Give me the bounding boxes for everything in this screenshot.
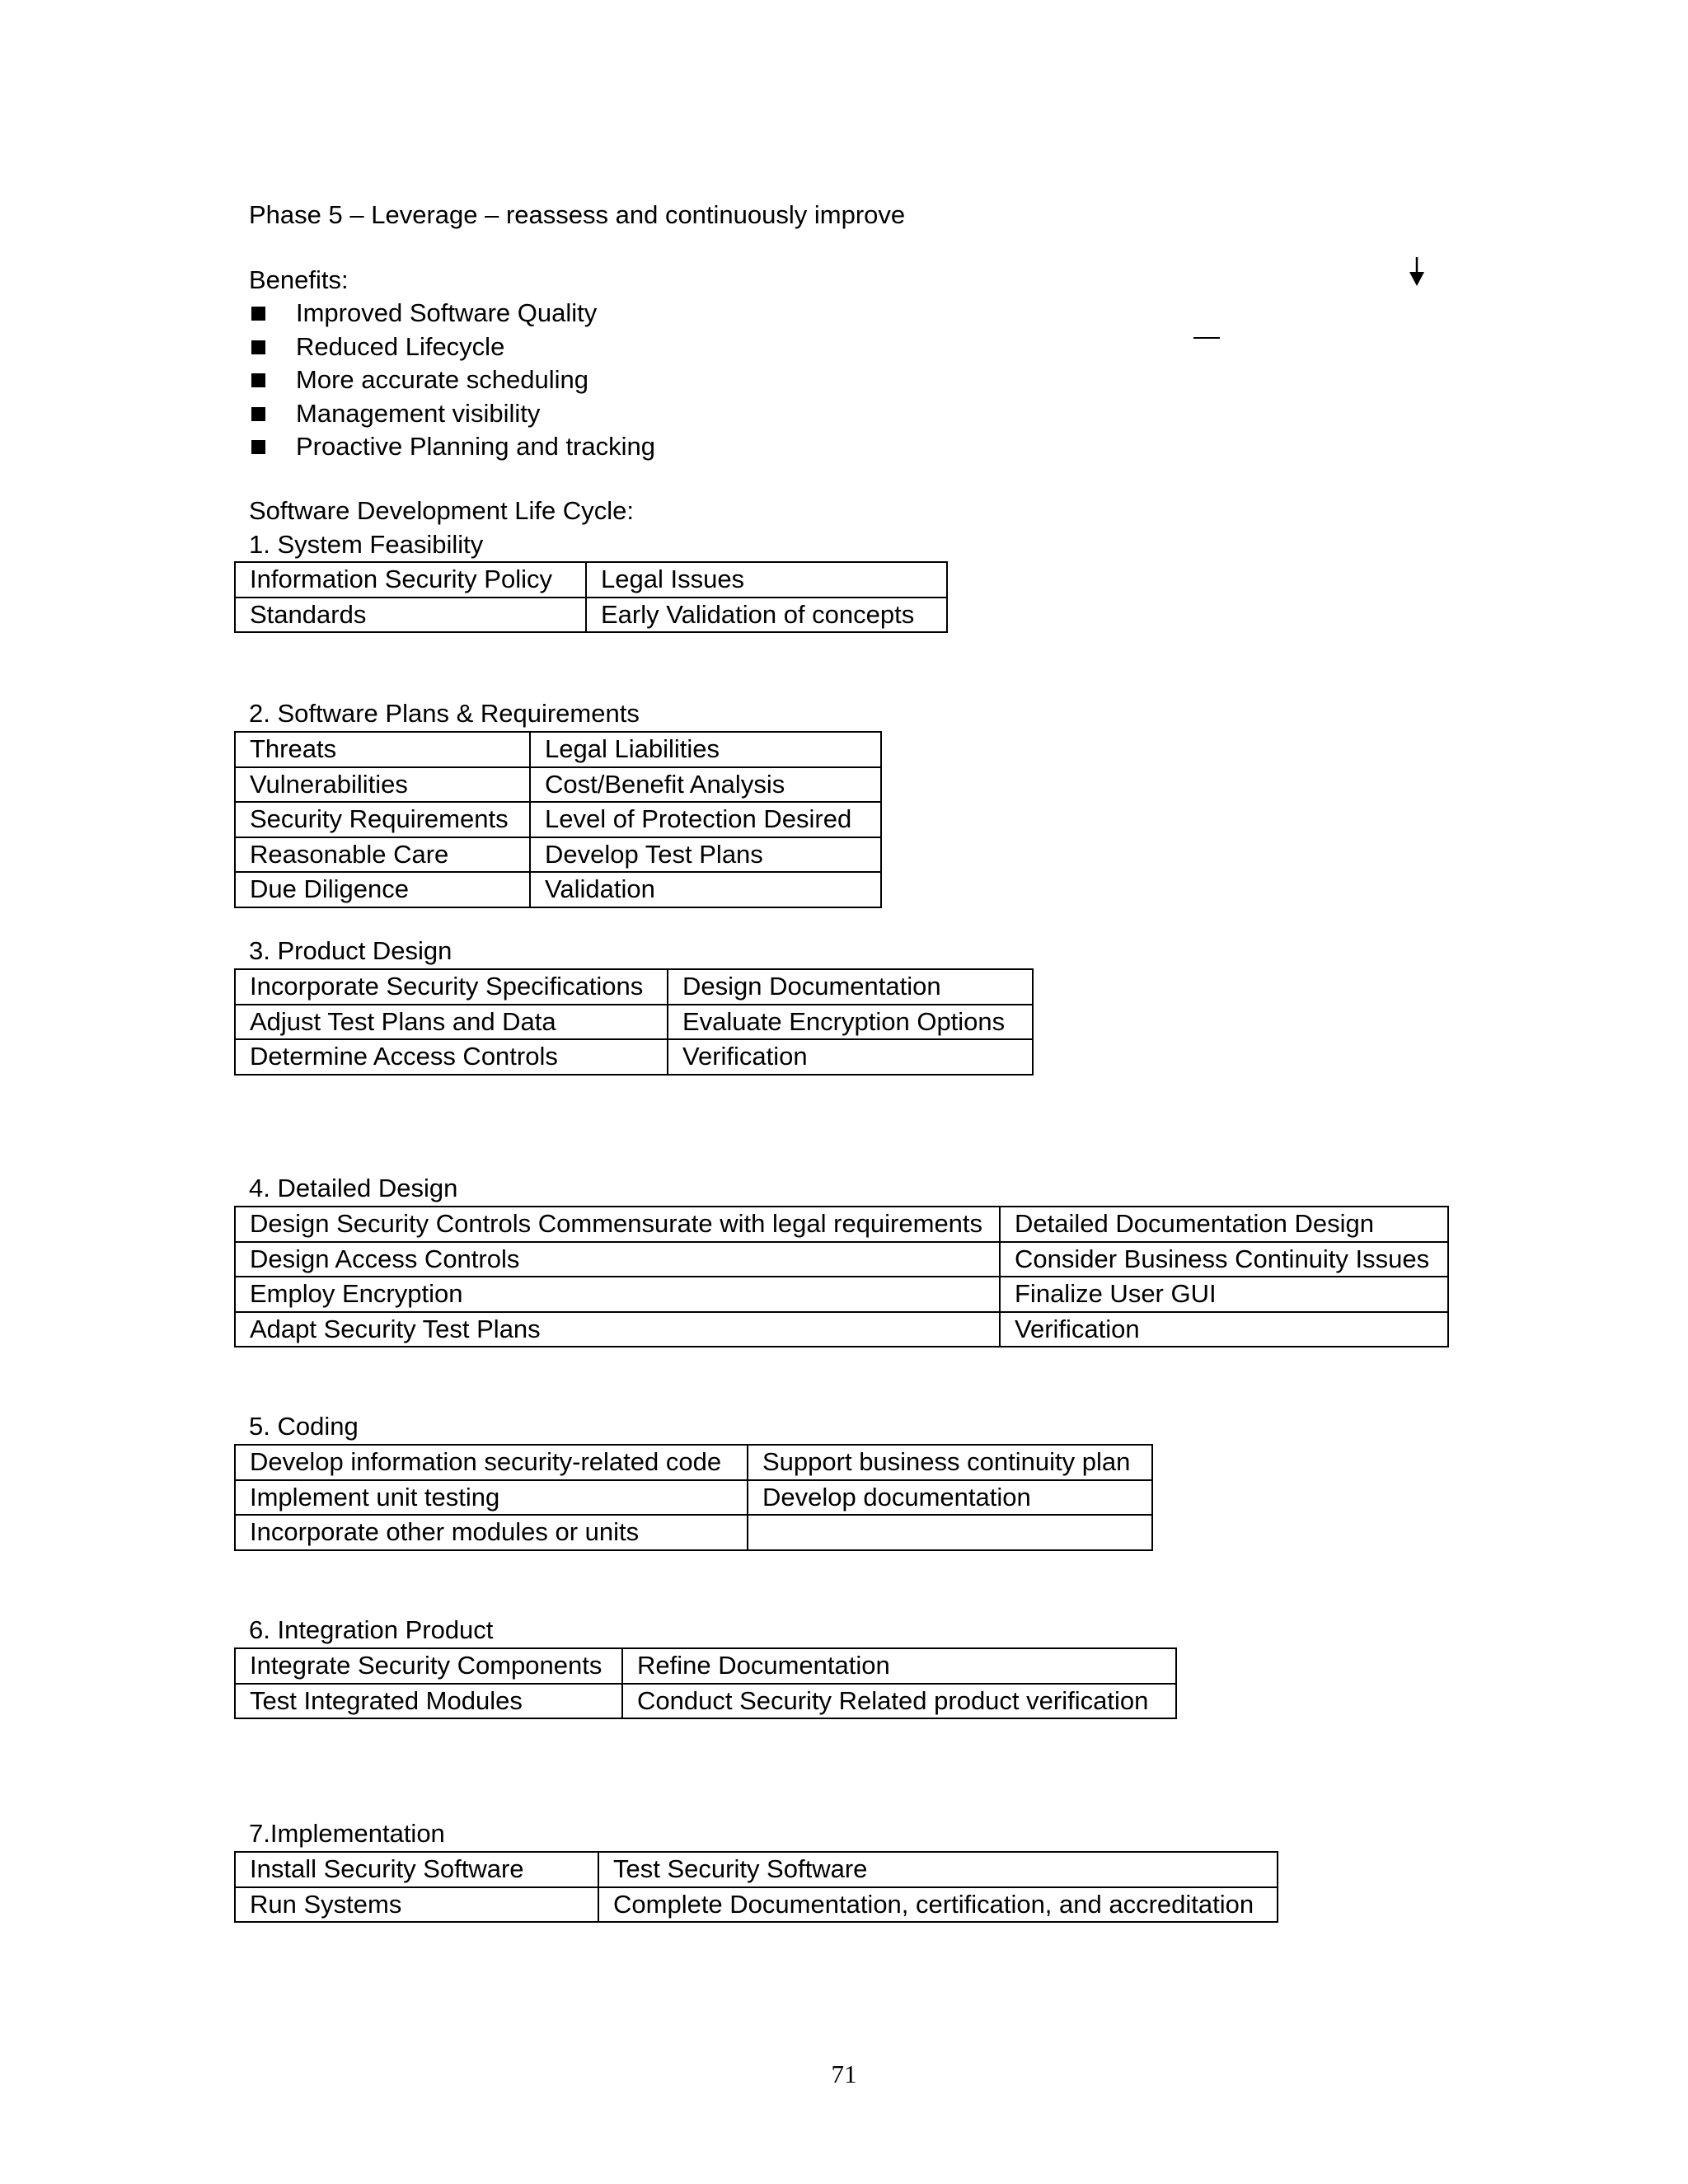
- square-bullet-icon: [251, 340, 265, 354]
- section-title-system-feasibility: 1. System Feasibility: [249, 530, 484, 559]
- table-row: [235, 732, 881, 767]
- benefits-list: [249, 297, 655, 464]
- table-row: [235, 1005, 1033, 1040]
- table-cell: Finalize User GUI: [1000, 1277, 1448, 1312]
- table-row: [235, 1312, 1448, 1347]
- table-cell: Integrate Security Components: [235, 1648, 622, 1684]
- table-row: [235, 1852, 1278, 1887]
- dash-mark: [1193, 337, 1220, 339]
- sdlc-title: Software Development Life Cycle:: [249, 496, 634, 525]
- table-row: [235, 1887, 1278, 1923]
- table-cell: Validation: [530, 872, 881, 907]
- table-cell: Support business continuity plan: [748, 1445, 1152, 1480]
- table-cell: Verification: [668, 1039, 1033, 1075]
- table-product-design: [234, 968, 1034, 1076]
- benefits-label: Benefits:: [249, 265, 349, 294]
- table-cell: Design Access Controls: [235, 1242, 1000, 1277]
- table-cell: Incorporate Security Specifications: [235, 969, 668, 1005]
- table-cell: Due Diligence: [235, 872, 530, 907]
- table-software-plans: [234, 731, 882, 908]
- page-number: 71: [831, 2060, 857, 2088]
- table-row: [235, 562, 947, 598]
- section-title-software-plans: 2. Software Plans & Requirements: [249, 699, 640, 728]
- table-cell: Threats: [235, 732, 530, 767]
- table-cell: Early Validation of concepts: [586, 598, 947, 633]
- table-cell: Legal Liabilities: [530, 732, 881, 767]
- section-title-implementation: 7.Implementation: [249, 1819, 445, 1848]
- table-integration-product: [234, 1647, 1177, 1719]
- table-cell: Adjust Test Plans and Data: [235, 1005, 668, 1040]
- table-row: [235, 872, 881, 907]
- table-cell: Develop information security-related code: [235, 1445, 748, 1480]
- down-arrow-icon: [1407, 257, 1427, 287]
- table-row: [235, 1480, 1152, 1516]
- section-title-coding: 5. Coding: [249, 1412, 359, 1441]
- table-row: [235, 1684, 1176, 1719]
- table-cell: Develop Test Plans: [530, 837, 881, 873]
- table-cell: Vulnerabilities: [235, 767, 530, 803]
- table-cell: Consider Business Continuity Issues: [1000, 1242, 1448, 1277]
- table-detailed-design: [234, 1206, 1449, 1347]
- table-row: [235, 837, 881, 873]
- table-cell: Evaluate Encryption Options: [668, 1005, 1033, 1040]
- table-row: [235, 767, 881, 803]
- list-item: Management visibility: [249, 397, 655, 431]
- table-implementation: [234, 1851, 1278, 1923]
- table-row: [235, 1242, 1448, 1277]
- square-bullet-icon: [251, 407, 265, 421]
- table-cell: Determine Access Controls: [235, 1039, 668, 1075]
- table-cell: Design Security Controls Commensurate with legal requirements: [235, 1207, 1000, 1242]
- table-cell: Standards: [235, 598, 586, 633]
- list-item: Reduced Lifecycle: [249, 330, 655, 364]
- table-row: [235, 1207, 1448, 1242]
- table-cell: Legal Issues: [586, 562, 947, 598]
- table-cell: Incorporate other modules or units: [235, 1515, 748, 1550]
- table-system-feasibility: [234, 561, 948, 633]
- square-bullet-icon: [251, 373, 265, 387]
- table-cell: Develop documentation: [748, 1480, 1152, 1516]
- square-bullet-icon: [251, 440, 265, 454]
- table-row: [235, 1039, 1033, 1075]
- table-row: [235, 802, 881, 837]
- table-cell: Verification: [1000, 1312, 1448, 1347]
- table-cell: Complete Documentation, certification, and accreditation: [598, 1887, 1278, 1923]
- section-title-detailed-design: 4. Detailed Design: [249, 1174, 458, 1202]
- phase-title: Phase 5 – Leverage – reassess and continuously improve: [249, 200, 906, 229]
- table-row: [235, 1277, 1448, 1312]
- table-cell: Level of Protection Desired: [530, 802, 881, 837]
- table-cell: Information Security Policy: [235, 562, 586, 598]
- table-cell: Test Security Software: [598, 1852, 1278, 1887]
- table-row: [235, 1445, 1152, 1480]
- table-cell: [748, 1515, 1152, 1550]
- list-item: Improved Software Quality: [249, 297, 655, 330]
- section-title-integration-product: 6. Integration Product: [249, 1615, 494, 1644]
- table-cell: Detailed Documentation Design: [1000, 1207, 1448, 1242]
- table-row: [235, 1515, 1152, 1550]
- list-item: Proactive Planning and tracking: [249, 430, 655, 464]
- table-row: [235, 969, 1033, 1005]
- table-cell: Adapt Security Test Plans: [235, 1312, 1000, 1347]
- square-bullet-icon: [251, 307, 265, 321]
- table-cell: Implement unit testing: [235, 1480, 748, 1516]
- table-row: [235, 598, 947, 633]
- table-cell: Employ Encryption: [235, 1277, 1000, 1312]
- section-title-product-design: 3. Product Design: [249, 936, 452, 965]
- table-cell: Run Systems: [235, 1887, 598, 1923]
- table-coding: [234, 1444, 1153, 1551]
- table-cell: Cost/Benefit Analysis: [530, 767, 881, 803]
- table-cell: Security Requirements: [235, 802, 530, 837]
- table-row: [235, 1648, 1176, 1684]
- table-cell: Refine Documentation: [622, 1648, 1176, 1684]
- table-cell: Design Documentation: [668, 969, 1033, 1005]
- list-item: More accurate scheduling: [249, 363, 655, 397]
- table-cell: Conduct Security Related product verification: [622, 1684, 1176, 1719]
- table-cell: Install Security Software: [235, 1852, 598, 1887]
- table-cell: Reasonable Care: [235, 837, 530, 873]
- table-cell: Test Integrated Modules: [235, 1684, 622, 1719]
